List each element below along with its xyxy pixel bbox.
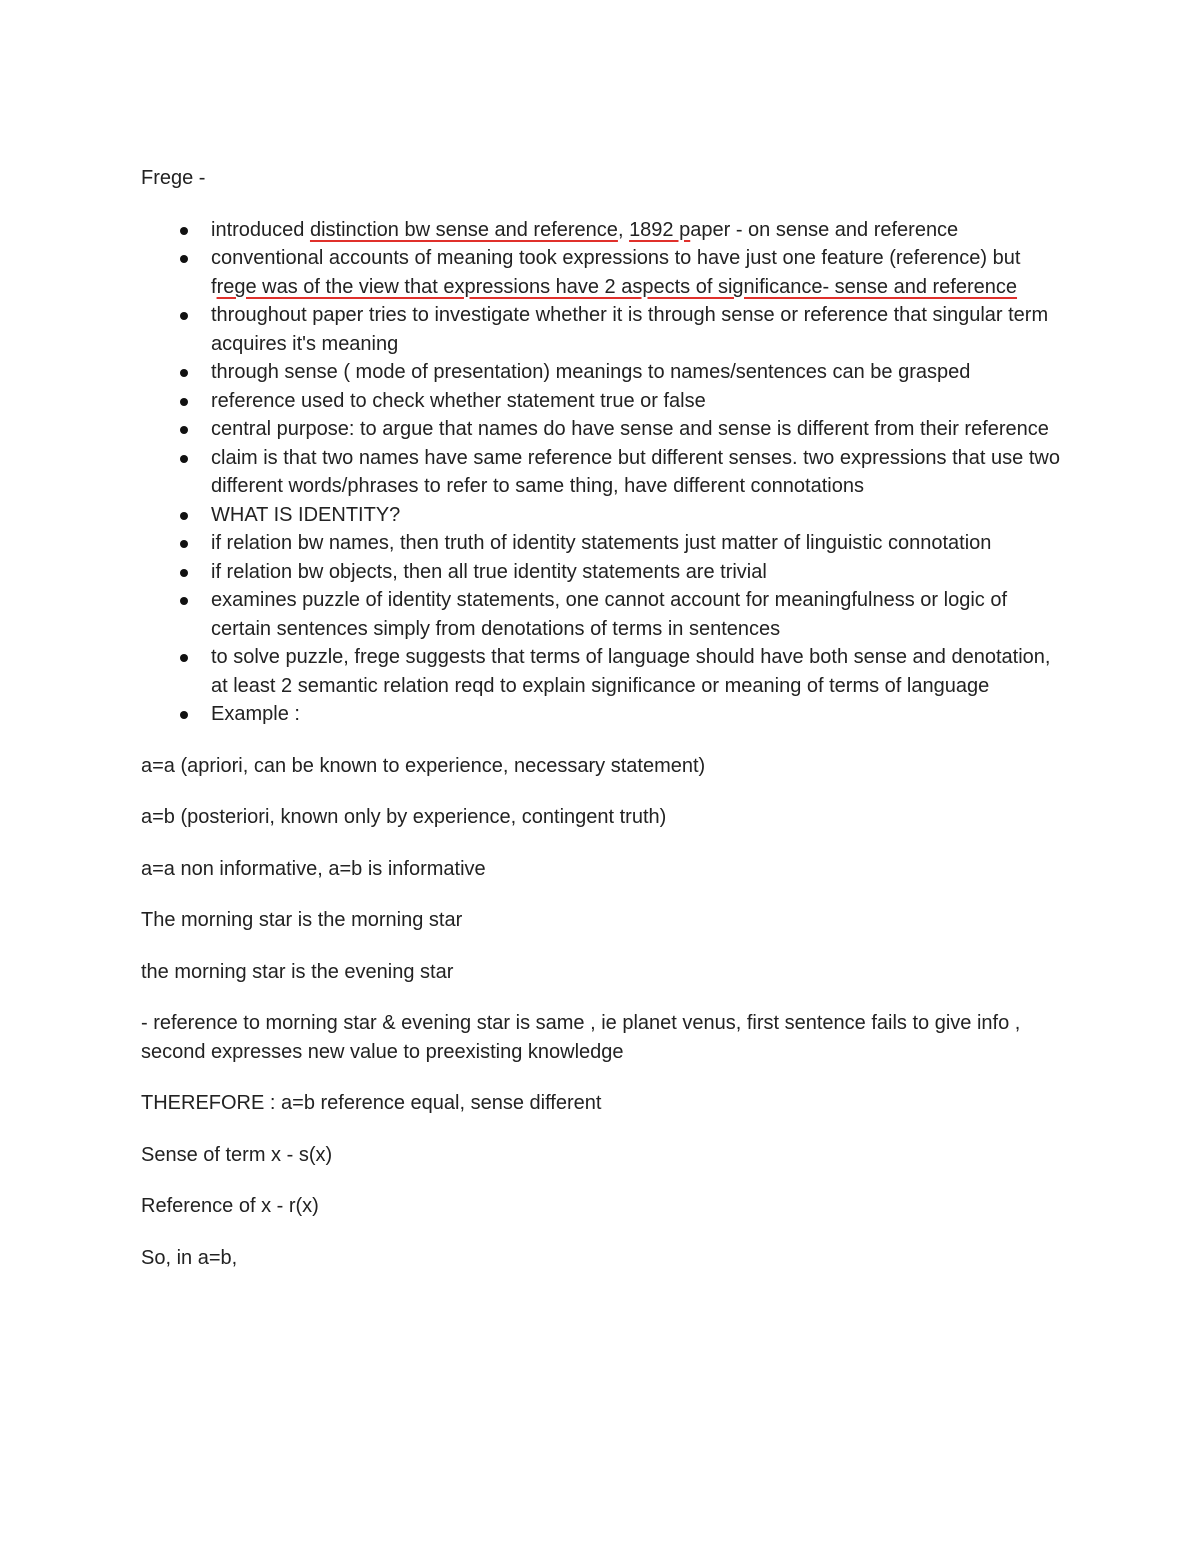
list-item <box>141 415 1061 444</box>
list-item <box>141 216 1061 245</box>
list-item <box>141 529 1061 558</box>
bullet-icon <box>180 540 188 548</box>
paragraph: THEREFORE : a=b reference equal, sense different <box>141 1092 602 1114</box>
list-item-text: if relation bw names, then truth of identity statements just matter of linguistic connotation <box>211 532 992 554</box>
bullet-icon <box>180 255 188 263</box>
bullet-icon <box>180 369 188 377</box>
paragraph: Sense of term x - s(x) <box>141 1143 333 1166</box>
bullet-icon <box>180 569 188 577</box>
paragraph: Reference of x - r(x) <box>141 1195 319 1217</box>
list-item <box>141 558 1061 587</box>
list-item-text: introduced <box>211 218 310 241</box>
list-item <box>141 444 1061 501</box>
list-item-text: central purpose: to argue that names do have sense and sense is different from their reference <box>211 418 1049 440</box>
bullet-icon <box>180 398 188 406</box>
paragraph: a=a (apriori, can be known to experience, necessary statement) <box>141 754 706 777</box>
list-item-text: claim is that two names have same reference but different senses. two expressions that use two different words/phrases to refer to same thing, have different connotations <box>211 446 1060 497</box>
bullet-icon <box>180 426 188 434</box>
paragraph: So, in a=b, <box>141 1246 238 1269</box>
bullet-icon <box>180 227 188 235</box>
document-title: Frege - <box>141 167 206 189</box>
bullet-icon <box>180 512 188 520</box>
list-item-text: , <box>617 218 630 241</box>
paragraph: The morning star is the morning star <box>141 909 463 931</box>
paragraph: a=a non informative, a=b is informative <box>141 857 486 880</box>
bullet-icon <box>180 711 188 719</box>
list-item-text: WHAT IS IDENTITY? <box>211 503 401 526</box>
bullet-icon <box>180 312 188 320</box>
list-item <box>141 700 1061 729</box>
list-item-text: to solve puzzle, frege suggests that terms of language should have both sense and denotation, at least 2 semantic relation reqd to explain significance or meaning of terms of language <box>211 646 1051 697</box>
list-item <box>141 501 1061 530</box>
underlined-phrase: rege was of the view that expressions have 2 aspects of significance- sense and reference <box>216 275 1018 298</box>
list-item-text: Example : <box>211 703 300 725</box>
bullet-icon <box>180 455 188 463</box>
list-item <box>141 387 1061 416</box>
underlined-phrase: 1892 p <box>629 218 691 241</box>
list-item <box>141 586 1061 643</box>
list-item-text: conventional accounts of meaning took expressions to have just one feature (reference) but f <box>211 247 1021 298</box>
list-item-text: through sense ( mode of presentation) meanings to names/sentences can be grasped <box>211 361 971 383</box>
list-item-text: reference used to check whether statement true or false <box>211 389 706 412</box>
bullet-icon <box>180 654 188 662</box>
paragraph: a=b (posteriori, known only by experience, contingent truth) <box>141 806 667 828</box>
document-page <box>141 164 1061 1295</box>
paragraph: - reference to morning star & evening star is same , ie planet venus, first sentence fails to give info , second expresses new value to preexisting knowledge <box>141 1012 1021 1063</box>
list-item-text: aper - on sense and reference <box>690 218 959 241</box>
list-item <box>141 358 1061 387</box>
list-item-text: examines puzzle of identity statements, one cannot account for meaningfulness or logic of certain sentences simply from denotations of terms in sentences <box>211 589 1008 640</box>
list-item-text: if relation bw objects, then all true identity statements are trivial <box>211 560 767 583</box>
bullet-list <box>141 216 1061 729</box>
list-item <box>141 244 1061 301</box>
list-item <box>141 643 1061 700</box>
list-item-text: throughout paper tries to investigate whether it is through sense or reference that singular term acquires it's meaning <box>211 304 1049 355</box>
bullet-icon <box>180 597 188 605</box>
underlined-phrase: distinction bw sense and reference <box>309 218 618 241</box>
list-item <box>141 301 1061 358</box>
paragraph: the morning star is the evening star <box>141 960 454 983</box>
